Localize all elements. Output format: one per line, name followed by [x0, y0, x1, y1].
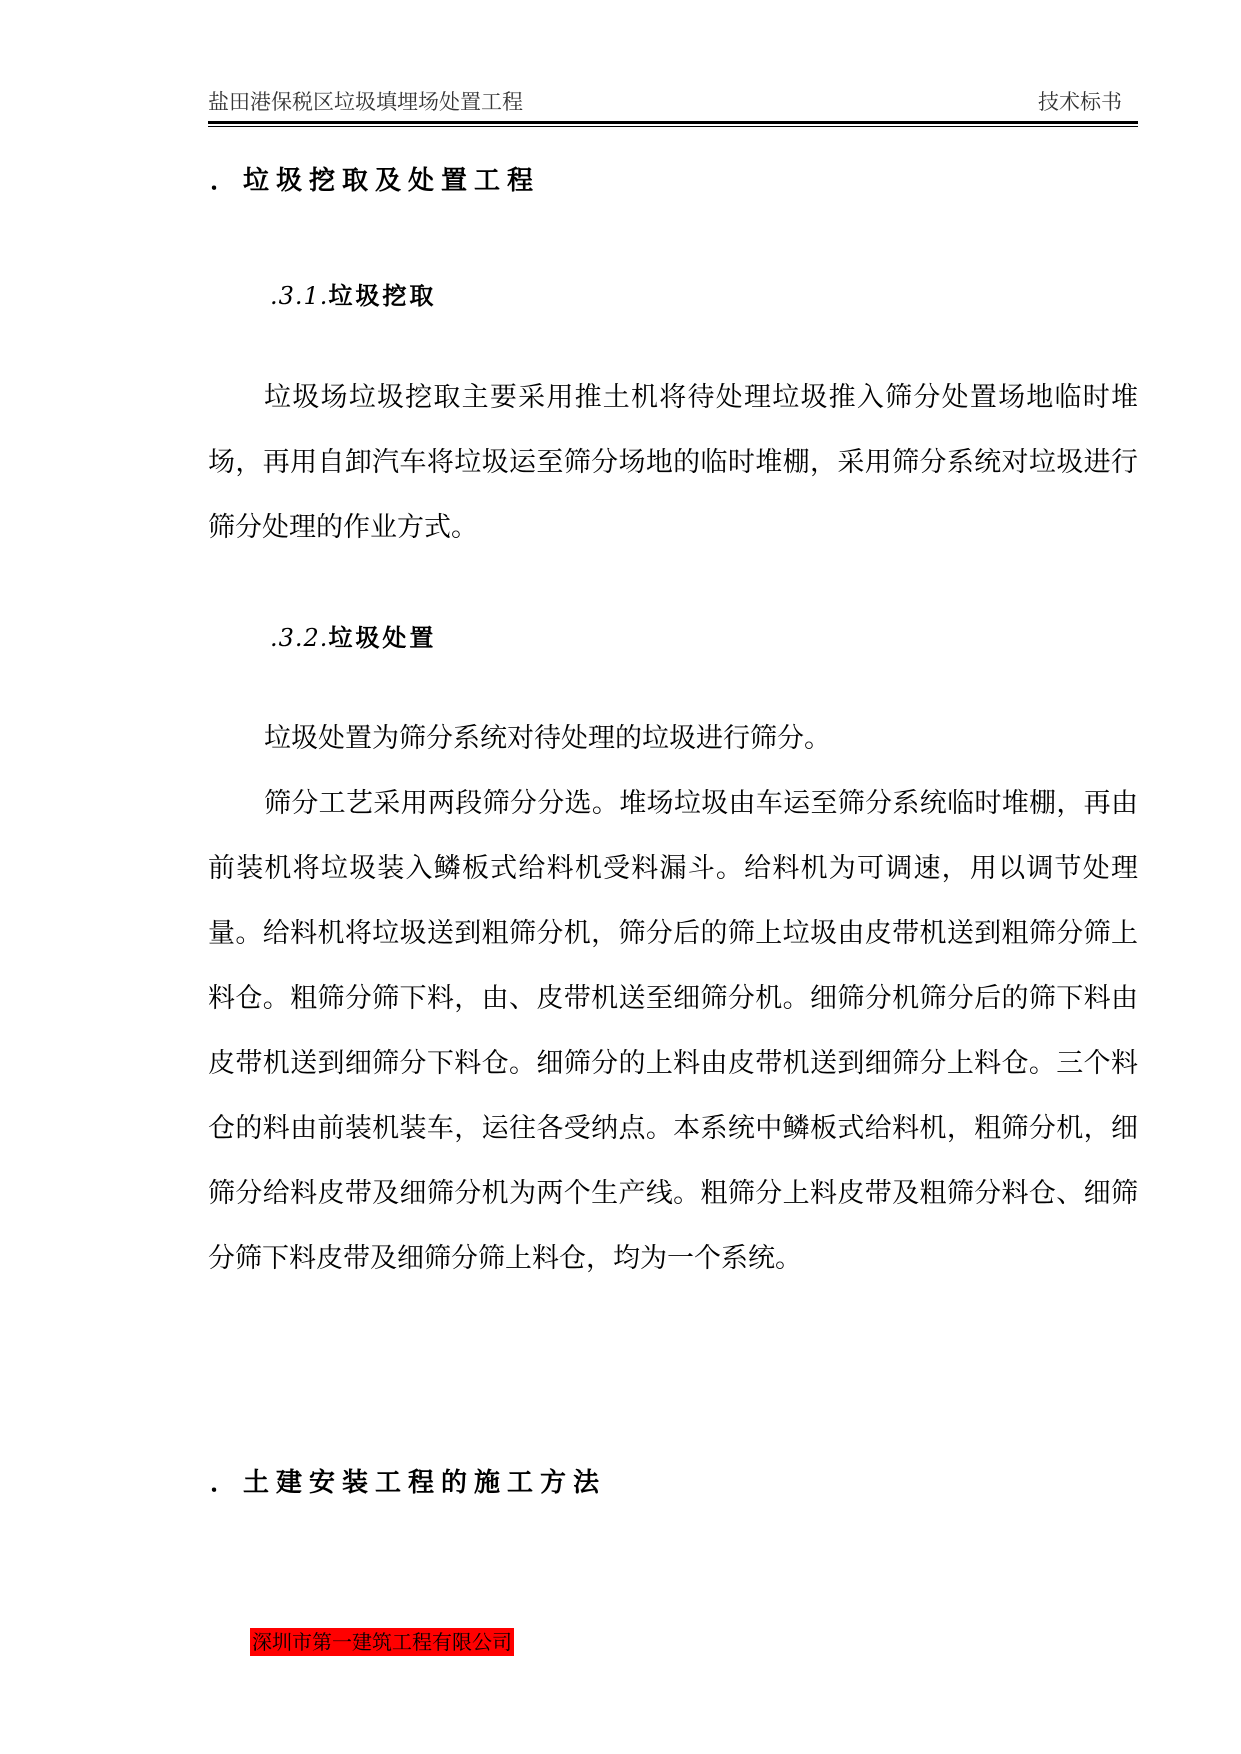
footer-company-name: 深圳市第一建筑工程有限公司 [252, 1630, 512, 1654]
paragraph-screening-process: 筛分工艺采用两段筛分分选。堆场垃圾由车运至筛分系统临时堆棚，再由前装机将垃圾装入鳞板式给料机受料漏斗。给料机为可调速，用以调节处理量。给料机将垃圾送到粗筛分机，筛分后的筛上垃圾由皮带机送到粗筛分筛上料仓。粗筛分筛下料，由、皮带机送至细筛分机。细筛分机筛分后的筛下料由皮带机送到细筛分下料仓。细筛分的上料由皮带机送到细筛分上料仓。三个料仓的料由前装机装车，运往各受纳点。本系统中鳞板式给料机，粗筛分机，细筛分给料皮带及细筛分机为两个生产线。粗筛分上料皮带及粗筛分料仓、细筛分筛下料皮带及细筛分筛上料仓，均为一个系统。 [208, 788, 1138, 1274]
document-type: 技术标书 [1038, 90, 1122, 114]
header-rule-thin [208, 126, 1138, 127]
paragraph-disposal-intro: 垃圾处置为筛分系统对待处理的垃圾进行筛分。 [264, 723, 831, 754]
subsection-title: 垃圾处置 [328, 623, 437, 652]
paragraph-excavation: 垃圾场垃圾挖取主要采用推土机将待处理垃圾推入筛分处置场地临时堆场，再用自卸汽车将垃圾运至筛分场地的临时堆棚，采用筛分系统对垃圾进行筛分处理的作业方式。 [208, 382, 1138, 543]
page-header [208, 86, 1138, 120]
subsection-title: 垃圾挖取 [328, 281, 437, 310]
subsection-heading-excavation [270, 276, 436, 311]
section-heading-civil-installation: ．土建安装工程的施工方法 [210, 1468, 607, 1498]
subsection-number: .3.2. [270, 624, 329, 652]
subsection-heading-disposal [270, 618, 436, 653]
subsection-number: .3.1. [270, 282, 329, 310]
header-rule-thick [208, 121, 1138, 124]
project-title: 盐田港保税区垃圾填埋场处置工程 [208, 90, 523, 114]
section-heading-excavation-disposal: ．垃圾挖取及处置工程 [210, 166, 541, 196]
